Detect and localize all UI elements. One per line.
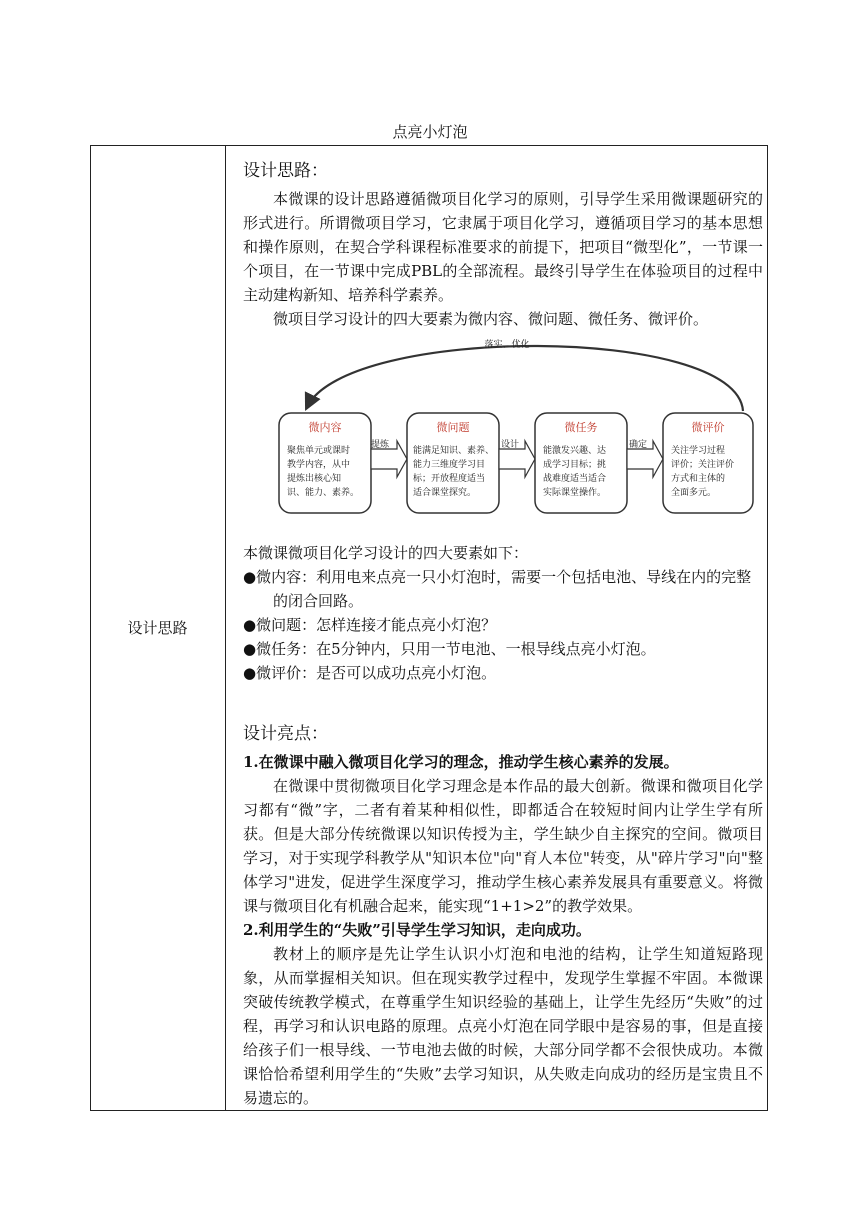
svg-text:教学内容，从中: 教学内容，从中 — [287, 460, 351, 470]
svg-text:评价；关注评价: 评价；关注评价 — [671, 460, 735, 470]
svg-text:能激发兴趣、达: 能激发兴趣、达 — [543, 446, 607, 456]
bullet-micro-content: ●微内容：利用电来点亮一只小灯泡时，需要一个包括电池、导线在内的完整的闭合回路。 — [243, 568, 752, 610]
svg-text:适合课堂探究。: 适合课堂探究。 — [413, 488, 477, 498]
svg-text:微内容: 微内容 — [308, 421, 342, 434]
svg-text:方式和主体的: 方式和主体的 — [671, 474, 726, 484]
svg-text:识、能力、素养。: 识、能力、素养。 — [287, 488, 360, 498]
document-title: 点亮小灯泡 — [392, 123, 468, 141]
svg-text:标；开放程度适当: 标；开放程度适当 — [413, 474, 486, 484]
feedback-arrow — [307, 346, 743, 411]
highlight-2-text: 教材上的顺序是先让学生认识小灯泡和电池的结构，让学生知道短路现象，从而掌握相关知识。但在现实教学过程中，发现学生掌握不牢固。本微课突破传统教学模式，在尊重学生知识经验的基础上，让学生先经历“失败”的过程，再学习和认识电路的原理。点亮小灯泡在同学眼中是容易的事，但是直接给孩子们一根导线、一节电池去做的时候，大部分同学都不会很快成功。本微课恰恰希望利用学生的“失败”去学习知识，从失败走向成功的经历是宝贵且不易遗忘的。 — [243, 945, 763, 1107]
svg-text:聚焦单元或课时: 聚焦单元或课时 — [287, 446, 351, 456]
box-micro-task — [535, 413, 627, 513]
elements-intro: 本微课微项目化学习设计的四大要素如下： — [243, 544, 529, 562]
box-micro-evaluation — [663, 413, 753, 513]
svg-text:战难度适当适合: 战难度适当适合 — [543, 474, 607, 484]
svg-text:微评价: 微评价 — [691, 421, 725, 434]
arrow-confirm — [627, 438, 663, 477]
highlight-1-title: 1.在微课中融入微项目化学习的理念，推动学生核心素养的发展。 — [243, 753, 679, 771]
arrow-design — [499, 438, 535, 477]
bullet-micro-question: ●微问题：怎样连接才能点亮小灯泡？ — [243, 616, 497, 634]
bullet-micro-task: ●微任务：在5分钟内，只用一节电池、一根导线点亮小灯泡。 — [243, 640, 656, 658]
svg-text:关注学习过程: 关注学习过程 — [671, 446, 726, 456]
highlight-2-title: 2.利用学生的“失败”引导学生学习知识，走向成功。 — [243, 921, 591, 939]
section-heading-highlights: 设计亮点： — [243, 724, 328, 744]
table-column-divider — [225, 145, 226, 1111]
svg-text:能力三维度学习目: 能力三维度学习目 — [413, 460, 486, 470]
box-micro-content — [279, 413, 371, 513]
svg-text:实际课堂操作。: 实际课堂操作。 — [543, 488, 607, 498]
svg-text:成学习目标；挑: 成学习目标；挑 — [543, 460, 607, 470]
svg-text:全面多元。: 全面多元。 — [671, 488, 717, 498]
row-label: 设计思路 — [127, 619, 188, 637]
bullet-micro-evaluation: ●微评价：是否可以成功点亮小灯泡。 — [243, 664, 497, 682]
feedback-label: 落实、优化 — [484, 340, 530, 350]
svg-text:能满足知识、素养、: 能满足知识、素养、 — [413, 446, 495, 456]
arrow-refine — [371, 438, 407, 477]
svg-text:确定: 确定 — [629, 440, 648, 450]
svg-text:提炼出核心知: 提炼出核心知 — [287, 474, 342, 484]
svg-text:微问题: 微问题 — [436, 421, 470, 434]
svg-text:微任务: 微任务 — [564, 421, 598, 434]
content-cell — [243, 150, 763, 1110]
svg-text:提炼: 提炼 — [371, 440, 390, 450]
highlight-1-text: 在微课中贯彻微项目化学习理念是本作品的最大创新。微课和微项目化学习都有“微”字，二者有着某种相似性，即都适合在较短时间内让学生学有所获。但是大部分传统微课以知识传授为主，学生缺少自主探究的空间。微项目学习，对于实现学科教学从"知识本位"向"育人本位"转变，从"碎片学习"向"整体学习"进发，促进学生深度学习，推动学生核心素养发展具有重要意义。将微课与微项目化有机融合起来，能实现“1+1>2”的教学效果。 — [243, 777, 763, 915]
design-idea-paragraph: 本微课的设计思路遵循微项目化学习的原则，引导学生采用微课题研究的形式进行。所谓微项目学习，它隶属于项目化学习，遵循项目学习的基本思想和操作原则，在契合学科课程标准要求的前提下，把项目“微型化”，一节课一个项目，在一节课中完成PBL的全部流程。最终引导学生在体验项目的过程中主动建构新知、培养科学素养。 — [243, 190, 763, 304]
svg-text:设计: 设计 — [501, 440, 520, 450]
micro-project-diagram — [257, 335, 757, 525]
section-heading-design-idea: 设计思路： — [243, 161, 328, 181]
box-micro-question — [407, 413, 499, 513]
four-elements-paragraph: 微项目学习设计的四大要素为微内容、微问题、微任务、微评价。 — [273, 310, 709, 328]
